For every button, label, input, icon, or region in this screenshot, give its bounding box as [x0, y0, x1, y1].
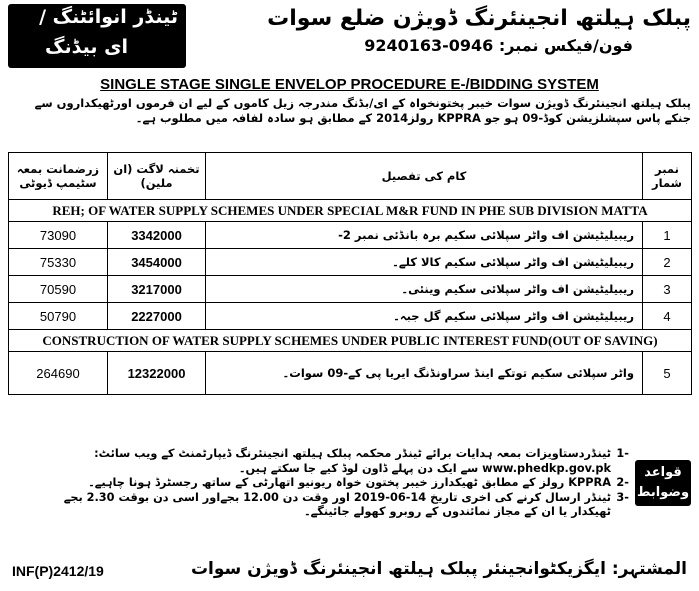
header-cost: تخمنہ لاگت (ان ملین) — [108, 153, 206, 200]
advertiser: المشتہر: ایگزیکٹوانجینئر پبلک ہیلتھ انجینئرنگ ڈویژن سوات — [190, 559, 687, 579]
security-cell: 264690 — [9, 352, 108, 395]
rule-item — [49, 476, 629, 491]
header-sno: نمبر شمار — [643, 153, 692, 200]
rule-item — [49, 447, 629, 476]
works-table — [8, 152, 692, 395]
security-cell: 73090 — [9, 222, 108, 249]
rules-badge: قواعد وضوابط — [635, 460, 691, 506]
sno-cell: 5 — [643, 352, 692, 395]
rule-item — [49, 491, 629, 520]
work-cell: ریبیلیٹیشن اف واٹر سپلائی سکیم وینئی۔ — [206, 276, 643, 303]
section-title: REH; OF WATER SUPPLY SCHEMES UNDER SPECIAL M&R FUND IN PHE SUB DIVISION MATTA — [9, 200, 692, 222]
rule-number: -2 — [616, 476, 629, 489]
sno-cell: 4 — [643, 303, 692, 330]
inf-code: INF(P)2412/19 — [12, 563, 104, 579]
security-cell: 70590 — [9, 276, 108, 303]
title-block — [186, 6, 691, 62]
table-row — [9, 249, 692, 276]
cost-cell: 2227000 — [108, 303, 206, 330]
rule-text: ٹینڈر ارسال کرنے کی اخری تاریخ 14-06-2019 اور وقت دن 12.00 بجےاور اسی دن بوقت 2.30 بجے ٹھیکدار یا ان کے مجاز نمائندوں کے روبرو کھولے جائینگے۔ — [63, 490, 611, 518]
sno-cell: 3 — [643, 276, 692, 303]
table-row — [9, 303, 692, 330]
procedure-heading: SINGLE STAGE SINGLE ENVELOP PROCEDURE E-/BIDDING SYSTEM — [100, 76, 599, 93]
phone-fax: فون/فیکس نمبر: 0946-9240163 — [364, 36, 633, 55]
rule-text: ٹینڈردستاویزات بمعہ ہدایات برائے ٹینڈر محکمہ پبلک ہیلتھ انجینئرنگ ڈیپارٹمنٹ کے ویب سائٹ: www.phedkp.gov.pk سے ایک دن پہلے ڈاون لوڈ کیے جا سکتے ہیں۔ — [94, 447, 611, 475]
department-title: پبلک ہیلتھ انجینئرنگ ڈویژن ضلع سوات — [267, 6, 691, 31]
work-cell: ریبیلیٹیشن اف واٹر سپلائی سکیم کالا کلے۔ — [206, 249, 643, 276]
header — [0, 0, 699, 70]
sno-cell: 1 — [643, 222, 692, 249]
security-cell: 75330 — [9, 249, 108, 276]
sno-cell: 2 — [643, 249, 692, 276]
cost-cell: 3342000 — [108, 222, 206, 249]
section-row — [9, 200, 692, 222]
work-cell: ریبیلیٹیشن اف واٹر سپلائی سکیم برہ بانڈئی نمبر 2- — [206, 222, 643, 249]
rule-number: -1 — [616, 447, 629, 460]
tender-badge — [8, 4, 186, 68]
header-security: زرضمانت بمعہ سٹیمپ ڈیوٹی — [9, 153, 108, 200]
badge-line-1: ٹینڈر انوائٹنگ / — [39, 6, 178, 28]
security-cell: 50790 — [9, 303, 108, 330]
table-header-row — [9, 153, 692, 200]
rule-number: -3 — [616, 490, 629, 504]
work-cell: ریبیلیٹیشن اف واٹر سپلائی سکیم گل جبہ۔ — [206, 303, 643, 330]
rules-list — [49, 447, 629, 520]
intro-paragraph: پبلک ہیلتھ انجینئرنگ ڈویژن سوات خیبر پختونخواہ کے ای/بڈنگ مندرجہ زیل کاموں کے لیے ان فرموں اورٹھیکداروں سے جنکے پاس سپشلزیشن کوڈ-09 ہو جو KPPRA رولز2014 کے مطابق ہو سادہ لفافہ میں مطلوب ہے۔ — [34, 96, 691, 125]
table-row — [9, 222, 692, 249]
header-work: کام کی تفصیل — [206, 153, 643, 200]
cost-cell: 3454000 — [108, 249, 206, 276]
badge-line-2: ای بیڈنگ — [45, 36, 128, 58]
cost-cell: 3217000 — [108, 276, 206, 303]
table-row — [9, 352, 692, 395]
table-row — [9, 276, 692, 303]
rule-text: KPPRA رولز کے مطابق ٹھیکدارز خیبر پختون خواہ ریونیو اتھارٹی کے ساتھ رجسٹرڈ ہونا چاہیے۔ — [88, 476, 611, 489]
section-title: CONSTRUCTION OF WATER SUPPLY SCHEMES UNDER PUBLIC INTEREST FUND(OUT OF SAVING) — [9, 330, 692, 352]
section-row — [9, 330, 692, 352]
cost-cell: 12322000 — [108, 352, 206, 395]
work-cell: واٹر سپلائی سکیم توتکے اینڈ سراونڈنگ ایریا پی کے-09 سوات۔ — [206, 352, 643, 395]
